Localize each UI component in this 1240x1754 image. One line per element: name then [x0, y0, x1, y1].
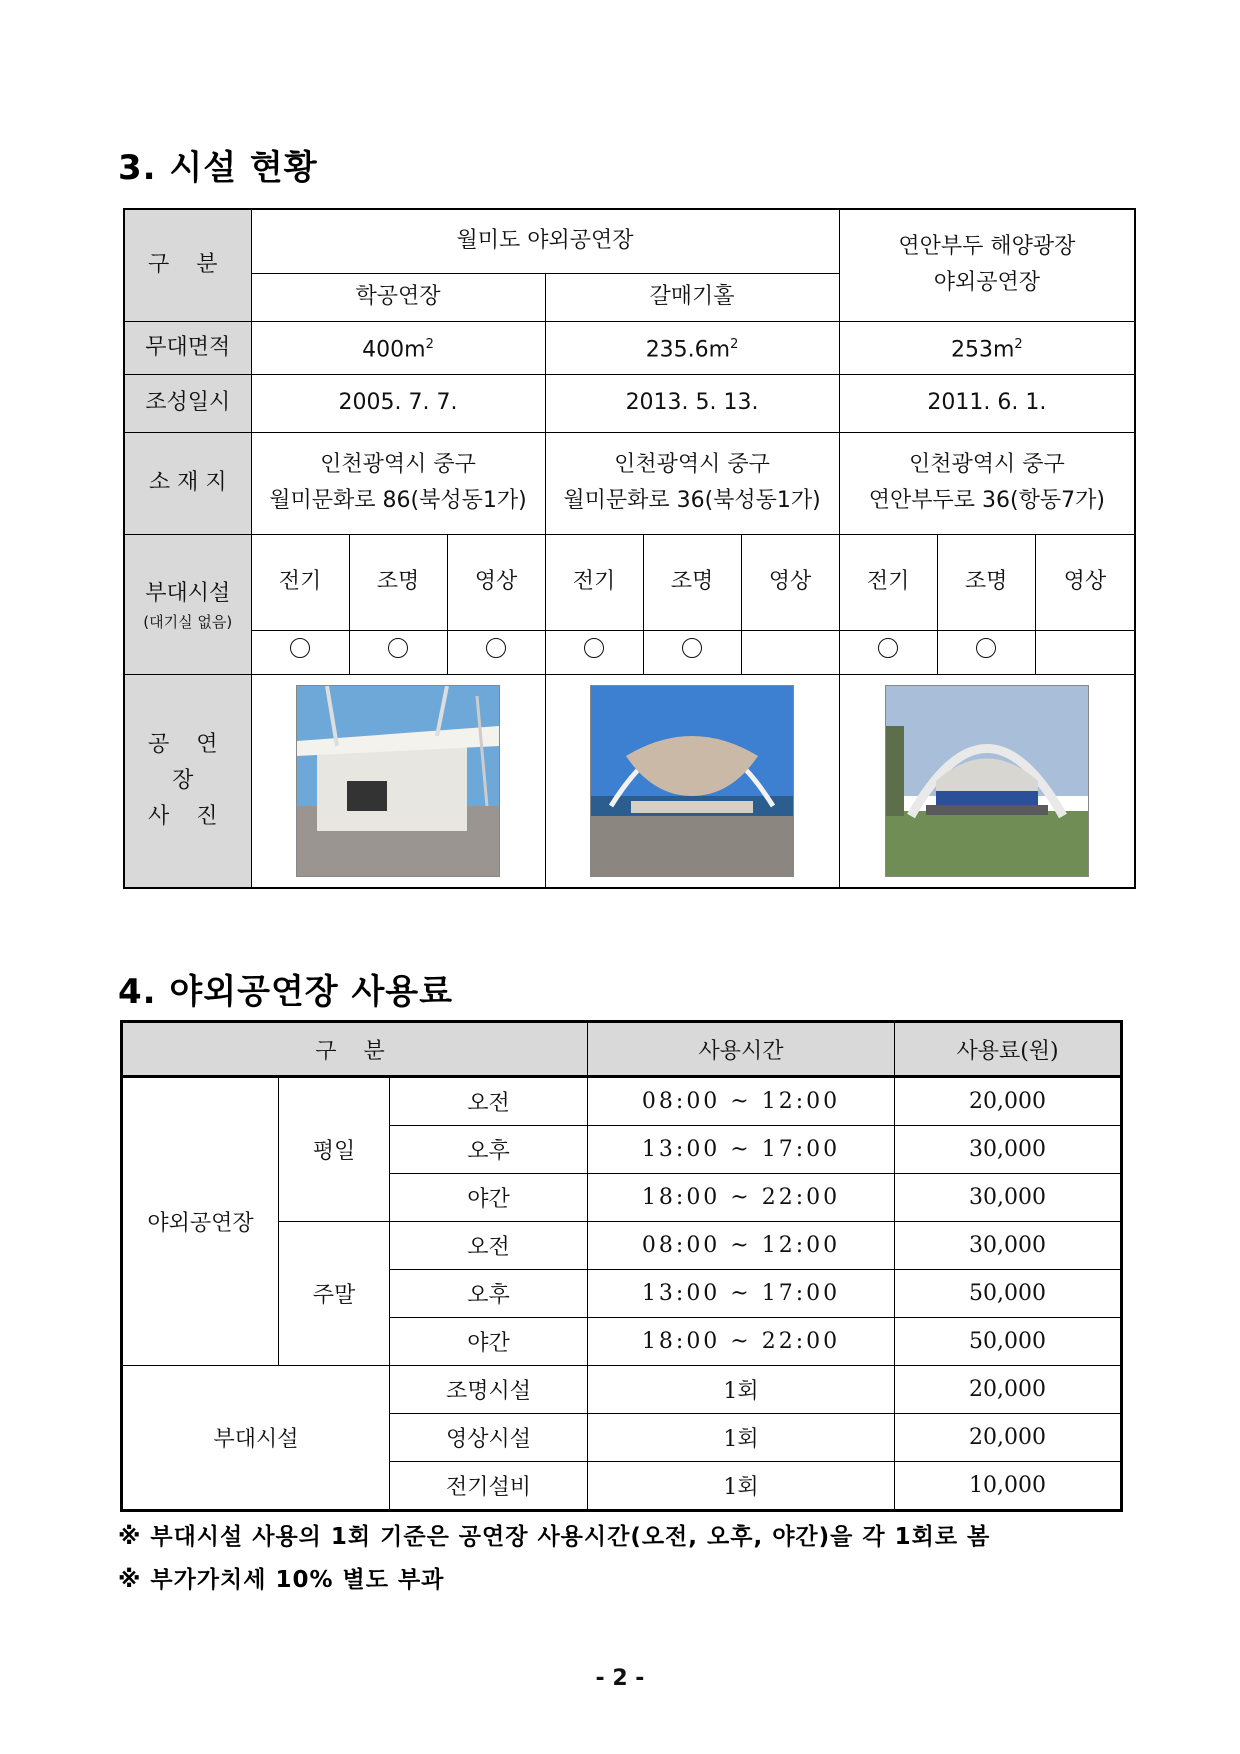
slot-label: 야간 [390, 1318, 588, 1366]
circle-mark-icon [682, 638, 702, 658]
area-value: $253m^2$ [839, 321, 1135, 374]
facility-table [123, 208, 1136, 889]
facility-item: 영상 [447, 534, 545, 630]
facility-item: 조명시설 [390, 1366, 588, 1414]
area-label: 무대면적 [124, 321, 251, 374]
slot-label: 야간 [390, 1174, 588, 1222]
section3-title: 3. 시설 현황 [118, 148, 318, 188]
date-value: 2005. 7. 7. [251, 374, 545, 432]
date-value: 2013. 5. 13. [545, 374, 839, 432]
slot-label: 오전 [390, 1077, 588, 1126]
circle-mark-icon [976, 638, 996, 658]
fee-value: 10,000 [895, 1462, 1122, 1511]
fee-value: 30,000 [895, 1174, 1122, 1222]
fee-category-header: 구 분 [122, 1022, 588, 1077]
stage-photo-galmaegi [590, 685, 794, 877]
venue-galmaegi: 갈매기홀 [545, 273, 839, 321]
stage-photo-hak [296, 685, 500, 877]
photo-label: 공 연 장 사 진 [124, 674, 251, 888]
time-range: 18:00 ~ 22:00 [588, 1174, 895, 1222]
facility-item: 영상 [1035, 534, 1135, 630]
facility-mark [545, 630, 643, 674]
facility-item: 조명 [643, 534, 741, 630]
fee-amount-header: 사용료(원) [895, 1022, 1122, 1077]
usage-count: 1회 [588, 1414, 895, 1462]
circle-mark-icon [388, 638, 408, 658]
weekend-label: 주말 [279, 1222, 390, 1366]
facility-label: 부대시설 (대기실 없음) [124, 534, 251, 674]
date-value: 2011. 6. 1. [839, 374, 1135, 432]
facility-mark [447, 630, 545, 674]
facility-item: 전기 [839, 534, 937, 630]
category-header: 구 분 [124, 209, 251, 321]
date-label: 조성일시 [124, 374, 251, 432]
usage-count: 1회 [588, 1462, 895, 1511]
stage-photo-yeonan [885, 685, 1089, 877]
fee-table [120, 1020, 1123, 1512]
location-value: 인천광역시 중구 월미문화로 86(북성동1가) [251, 432, 545, 534]
facility-item: 영상시설 [390, 1414, 588, 1462]
fee-value: 20,000 [895, 1077, 1122, 1126]
facility-item: 전기 [251, 534, 349, 630]
facility-item: 전기 [545, 534, 643, 630]
facility-mark [251, 630, 349, 674]
fee-value: 30,000 [895, 1222, 1122, 1270]
fee-value: 50,000 [895, 1318, 1122, 1366]
facility-item: 전기설비 [390, 1462, 588, 1511]
fee-value: 30,000 [895, 1126, 1122, 1174]
facility-item: 조명 [349, 534, 447, 630]
slot-label: 오후 [390, 1126, 588, 1174]
photo-cell [251, 674, 545, 888]
slot-label: 오전 [390, 1222, 588, 1270]
facility-mark [839, 630, 937, 674]
circle-mark-icon [290, 638, 310, 658]
group-wolmido: 월미도 야외공연장 [251, 209, 839, 273]
venue-hak: 학공연장 [251, 273, 545, 321]
vat-note: ※ 부가가치세 10% 별도 부과 [118, 1567, 445, 1593]
circle-mark-icon [486, 638, 506, 658]
usage-count: 1회 [588, 1366, 895, 1414]
page-number: - 2 - [595, 1666, 645, 1691]
section4-title: 4. 야외공연장 사용료 [118, 972, 453, 1012]
time-range: 08:00 ~ 12:00 [588, 1077, 895, 1126]
time-range: 13:00 ~ 17:00 [588, 1126, 895, 1174]
group-yeonan: 연안부두 해양광장 야외공연장 [839, 209, 1135, 321]
photo-cell [545, 674, 839, 888]
fee-time-header: 사용시간 [588, 1022, 895, 1077]
facility-mark [643, 630, 741, 674]
time-range: 18:00 ~ 22:00 [588, 1318, 895, 1366]
area-value: $400m^2$ [251, 321, 545, 374]
facility-item: 영상 [741, 534, 839, 630]
time-range: 13:00 ~ 17:00 [588, 1270, 895, 1318]
fee-value: 20,000 [895, 1366, 1122, 1414]
slot-label: 오후 [390, 1270, 588, 1318]
facility-mark [1035, 630, 1135, 674]
time-range: 08:00 ~ 12:00 [588, 1222, 895, 1270]
photo-cell [839, 674, 1135, 888]
weekday-label: 평일 [279, 1077, 390, 1222]
area-value: $235.6m^2$ [545, 321, 839, 374]
facility-fee-label: 부대시설 [122, 1366, 390, 1511]
location-value: 인천광역시 중구 연안부두로 36(항동7가) [839, 432, 1135, 534]
outdoor-stage-label: 야외공연장 [122, 1077, 279, 1366]
facility-mark [937, 630, 1035, 674]
fee-value: 20,000 [895, 1414, 1122, 1462]
circle-mark-icon [584, 638, 604, 658]
facility-mark [741, 630, 839, 674]
circle-mark-icon [878, 638, 898, 658]
usage-note: ※ 부대시설 사용의 1회 기준은 공연장 사용시간(오전, 오후, 야간)을 각 1회로 봄 [118, 1524, 991, 1550]
fee-value: 50,000 [895, 1270, 1122, 1318]
location-value: 인천광역시 중구 월미문화로 36(북성동1가) [545, 432, 839, 534]
location-label: 소 재 지 [124, 432, 251, 534]
facility-item: 조명 [937, 534, 1035, 630]
facility-mark [349, 630, 447, 674]
